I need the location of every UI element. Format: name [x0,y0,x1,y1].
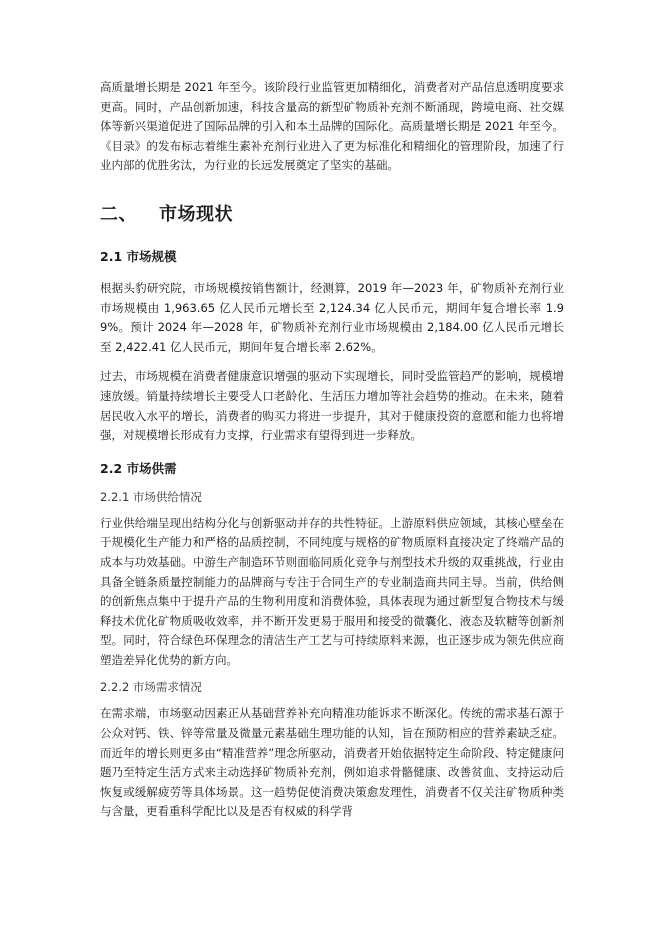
section-title: 市场现状 [159,203,233,225]
heading-2-2: 2.2 市场供需 [100,460,177,476]
section-number: 二、 [100,203,137,225]
heading-2-1: 2.1 市场规模 [100,248,177,264]
heading-2-2-2: 2.2.2 市场需求情况 [100,680,202,695]
market-size-paragraph-2: 过去，市场规模在消费者健康意识增强的驱动下实现增长，同时受监管趋严的影响，规模增速放缓。销量持续增长主要受人口老龄化、生活压力增加等社会趋势的推动。在未来，随着居民收入水平的增长，消费者的购买力将进一步提升，其对于健康投资的意愿和能力也将增强，对规模增长形成有力支撑，行业需求有望得到进一步释放。 [100,369,564,443]
supply-paragraph: 行业供给端呈现出结构分化与创新驱动并存的共性特征。上游原料供应领域，其核心壁垒在于规模化生产能力和严格的品质控制，不同纯度与规格的矿物质原料直接决定了终端产品的成本与功效基础。中游生产制造环节则面临同质化竞争与剂型技术升级的双重挑战，行业由具备全链条质量控制能力的品牌商与专注于合同生产的专业制造商共同主导。当前，供给侧的创新焦点集中于提升产品的生物利用度和消费体验，具体表现为通过新型复合物技术与缓释技术优化矿物质吸收效率，并不断开发更易于服用和接受的微囊化、液态及软糖等创新剂型。同时，符合绿色环保理念的清洁生产工艺与可持续原料来源，也正逐步成为领先供应商塑造差异化优势的新方向。 [100,515,564,667]
demand-paragraph: 在需求端，市场驱动因素正从基础营养补充向精准功能诉求不断深化。传统的需求基石源于公众对钙、铁、锌等常量及微量元素基础生理功能的认知，旨在预防相应的营养素缺乏症。而近年的增长则更多由“精准营养”理念所驱动，消费者开始依据特定生命阶段、特定健康问题乃至特定生活方式来主动选择矿物质补充剂，例如追求骨骼健康、改善贫血、支持运动后恢复或缓解疲劳等具体场景。这一趋势促使消费决策愈发理性，消费者不仅关注矿物质种类与含量，更看重科学配比以及是否有权威的科学背 [100,706,564,819]
heading-2-2-1: 2.2.1 市场供给情况 [100,489,202,504]
intro-paragraph: 高质量增长期是 2021 年至今。该阶段行业监管更加精细化，消费者对产品信息透明度要求更高。同时，产品创新加速，科技含量高的新型矿物质补充剂不断涌现，跨境电商、社交媒体等新兴渠道促进了国际品牌的引入和本土品牌的国际化。高质量增长期是 2021 年至今。《目录》的发布标志着维生素补充剂行业进入了更为标准化和精细化的管理阶段，加速了行业内部的优胜劣汰，为行业的长远发展奠定了坚实的基础。 [100,80,564,173]
section-heading [100,202,564,228]
document-body [100,78,564,822]
market-size-paragraph-1: 根据头豹研究院，市场规模按销售额计，经测算，2019 年—2023 年，矿物质补充剂行业市场规模由 1,963.65 亿人民币元增长至 2,124.34 亿人民币元，期间年复合增长率 1.99%。预计 2024 年—2028 年，矿物质补充剂行业市场规模由 2,184.00 亿人民币元增长至 2,422.41 亿人民币元，期间年复合增长率 2.62%。 [100,280,564,354]
